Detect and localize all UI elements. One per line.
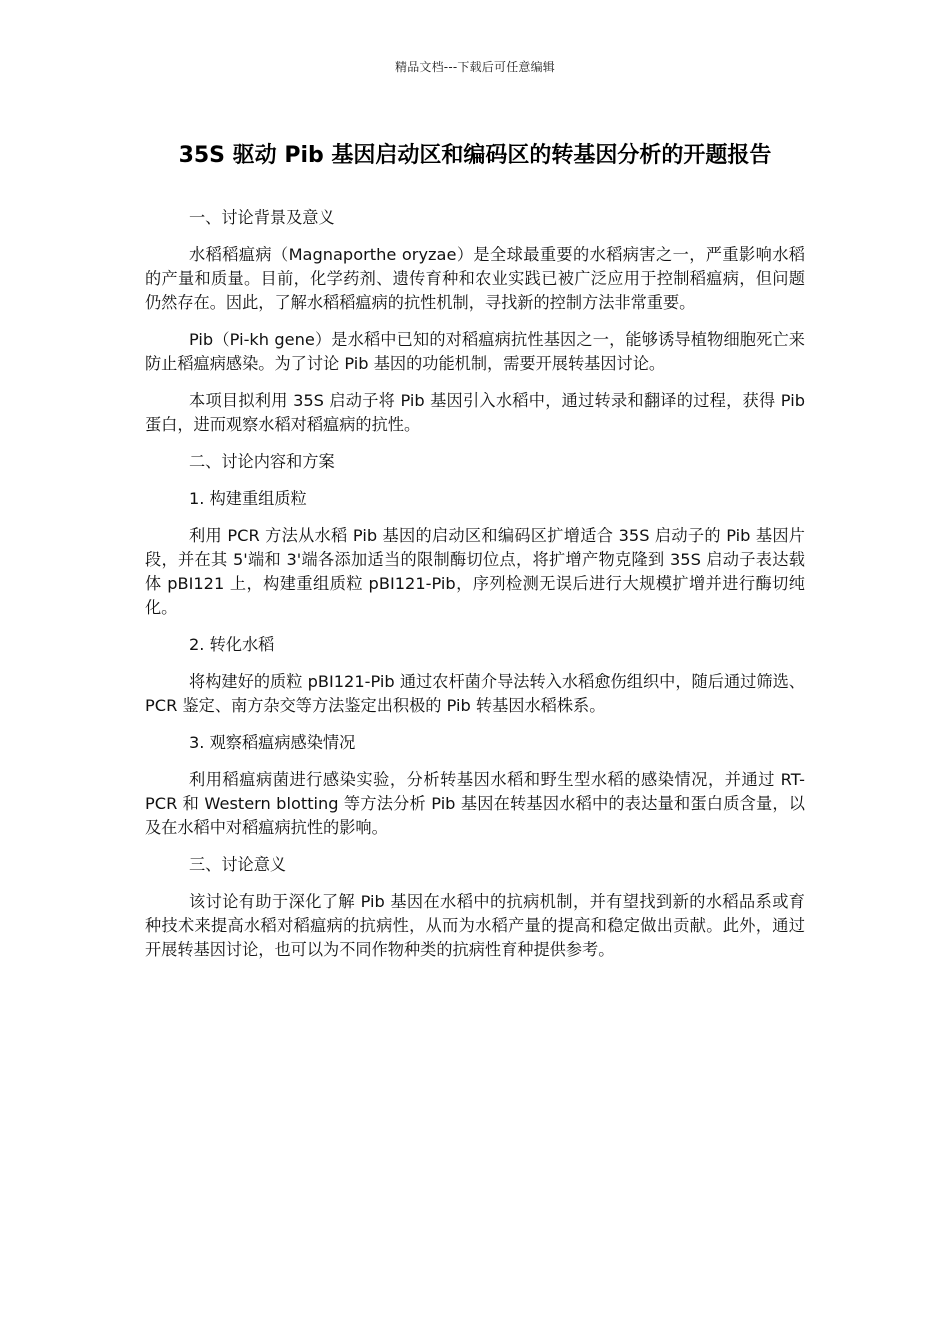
paragraph-background-1: 水稻稻瘟病（Magnaporthe oryzae）是全球最重要的水稻病害之一，严重影响水稻的产量和质量。目前，化学药剂、遗传育种和农业实践已被广泛应用于控制稻瘟病，但问题仍然存在。因此，了解水稻稻瘟病的抗性机制，寻找新的控制方法非常重要。	[145, 245, 805, 312]
document-body	[145, 206, 805, 975]
paragraph-significance: 该讨论有助于深化了解 Pib 基因在水稻中的抗病机制，并有望找到新的水稻品系或育种技术来提高水稻对稻瘟病的抗病性，从而为水稻产量的提高和稳定做出贡献。此外，通过开展转基因讨论，也可以为不同作物种类的抗病性育种提供参考。	[145, 892, 805, 959]
paragraph-plasmid: 利用 PCR 方法从水稻 Pib 基因的启动区和编码区扩增适合 35S 启动子的 Pib 基因片段，并在其 5'端和 3'端各添加适当的限制酶切位点，将扩增产物克隆到 35S 启动子表达载体 pBI121 上，构建重组质粒 pBI121-Pib，序列检测无误后进行大规模扩增并进行酶切纯化。	[145, 526, 805, 617]
section-heading-content: 二、讨论内容和方案	[189, 452, 335, 471]
document-title: 35S 驱动 Pib 基因启动区和编码区的转基因分析的开题报告	[178, 143, 772, 168]
subsection-heading-infection: 3. 观察稻瘟病感染情况	[189, 733, 356, 752]
subsection-heading-plasmid: 1. 构建重组质粒	[189, 489, 307, 508]
paragraph-transformation: 将构建好的质粒 pBI121-Pib 通过农杆菌介导法转入水稻愈伤组织中，随后通过筛选、PCR 鉴定、南方杂交等方法鉴定出积极的 Pib 转基因水稻株系。	[145, 672, 805, 715]
section-heading-background: 一、讨论背景及意义	[189, 208, 335, 227]
subsection-heading-transformation: 2. 转化水稻	[189, 635, 275, 654]
paragraph-infection: 利用稻瘟病菌进行感染实验，分析转基因水稻和野生型水稻的感染情况，并通过 RT-PCR 和 Western blotting 等方法分析 Pib 基因在转基因水稻中的表达量和蛋白质含量，以及在水稻中对稻瘟病抗性的影响。	[145, 770, 805, 837]
section-heading-significance: 三、讨论意义	[189, 855, 287, 874]
header-note: 精品文档---下载后可任意编辑	[395, 60, 555, 74]
paragraph-background-2: Pib（Pi-kh gene）是水稻中已知的对稻瘟病抗性基因之一，能够诱导植物细胞死亡来防止稻瘟病感染。为了讨论 Pib 基因的功能机制，需要开展转基因讨论。	[145, 330, 805, 373]
paragraph-background-3: 本项目拟利用 35S 启动子将 Pib 基因引入水稻中，通过转录和翻译的过程，获得 Pib 蛋白，进而观察水稻对稻瘟病的抗性。	[145, 391, 805, 434]
